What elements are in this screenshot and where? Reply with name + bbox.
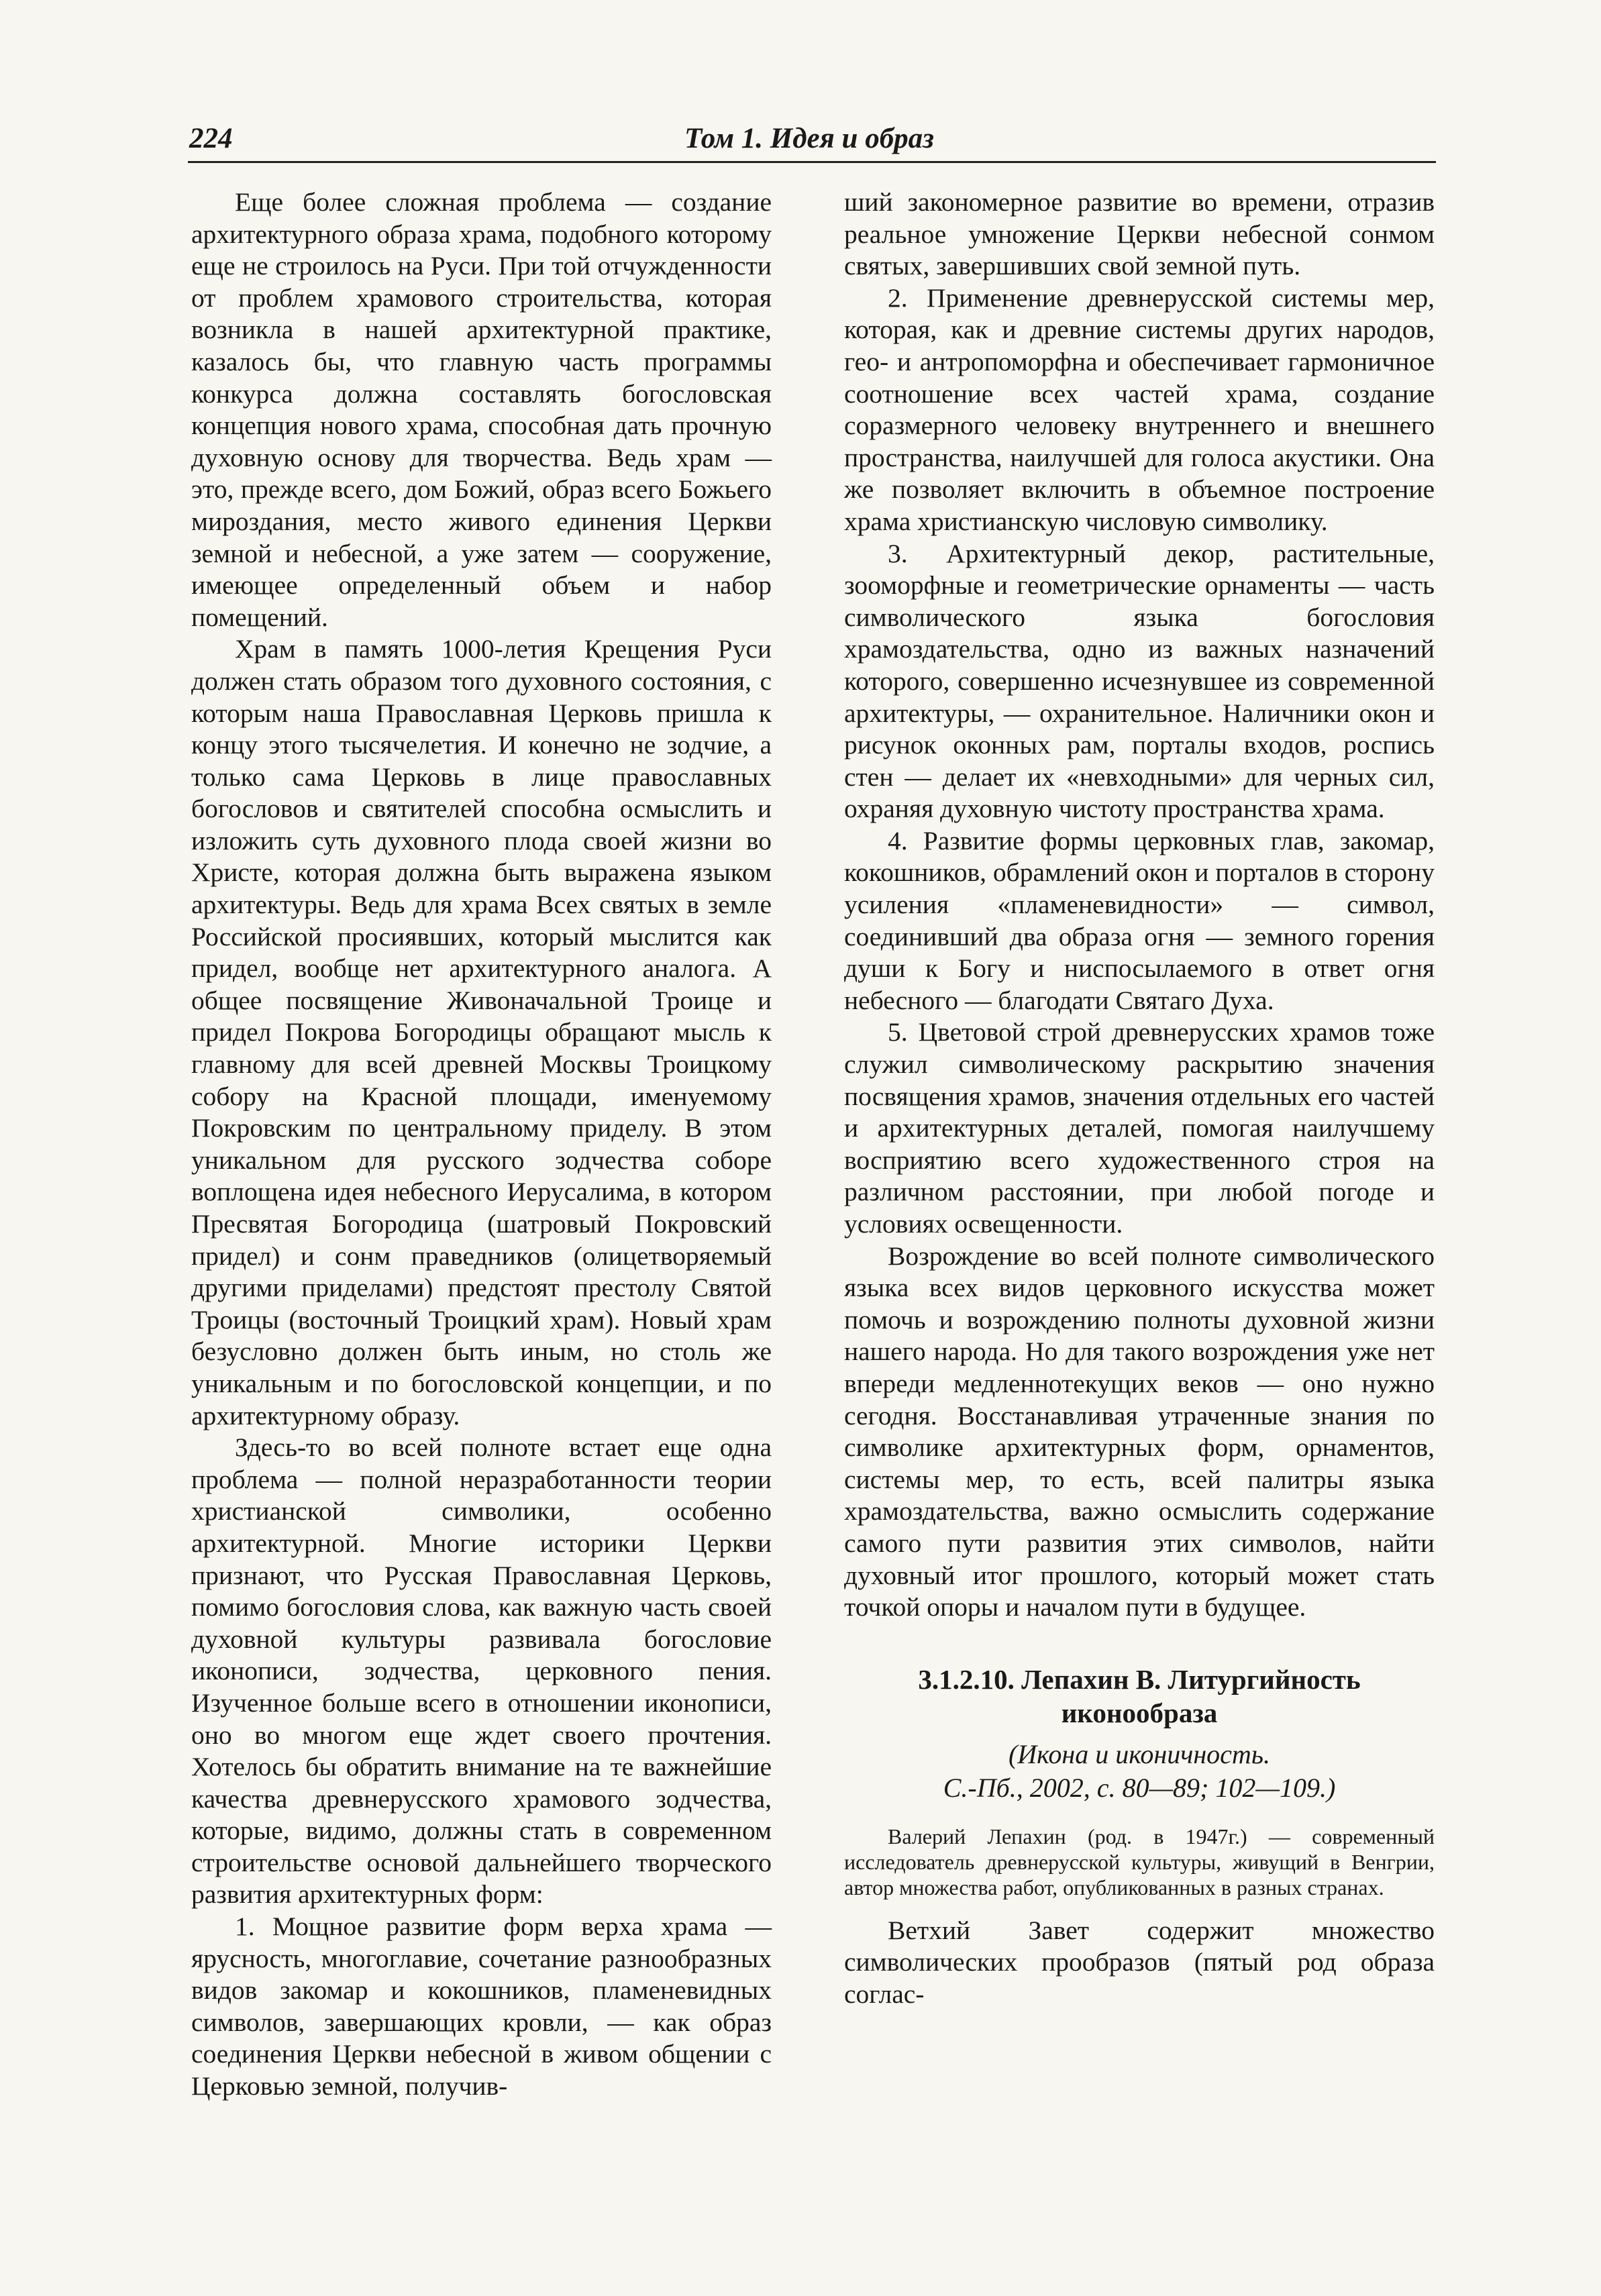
source-line: С.-Пб., 2002, с. 80—89; 102—109.) xyxy=(943,1772,1336,1803)
paragraph: 5. Цветовой строй древнерусских храмов тоже служил символическому раскрытию значения посвящения храмов, значения отдельных его частей и архитектурных деталей, помогая наилучшему восприятию всего художественного строя на различном расстоянии, при любой погоде и условиях освещенности. xyxy=(844,1017,1435,1239)
paragraph: Еще более сложная проблема — создание архитектурного образа храма, подобного которому еще не строилось на Руси. При той отчужденности от проблем храмового строительства, которая возникла в нашей архитектурной практике, казалось бы, что главную часть программы конкурса должна составлять богословская концепция нового храма, способная дать прочную духовную основу для творчества. Ведь храм — это, прежде всего, дом Божий, образ всего Божьего мироздания, место живого единения Церкви земной и небесной, а уже затем — сооружение, имеющее определенный объем и набор помещений. xyxy=(191,187,772,632)
author-bio-note: Валерий Лепахин (род. в 1947г.) — современный исследователь древнерусской культуры, живущий в Венгрии, автор множества работ, опубликованных в разных странах. xyxy=(844,1824,1435,1899)
paragraph: Здесь-то во всей полноте встает еще одна проблема — полной неразработанности теории христианской символики, особенно архитектурной. Многие историки Церкви признают, что Русская Православная Церковь, помимо богословия слова, как важную часть своей духовной культуры развивала богословие иконописи, зодчества, церковного пения. Изученное больше всего в отношении иконописи, оно во многом еще ждет своего прочтения. Хотелось бы обратить внимание на те важнейшие качества древнерусского храмового зодчества, которые, видимо, должны стать в современном строительстве основой дальнейшего творческого развития архитектурных форм: xyxy=(191,1432,772,1910)
paragraph: Храм в память 1000-летия Крещения Руси должен стать образом того духовного состояния, с которым наша Православная Церковь пришла к концу этого тысячелетия. И конечно не зодчие, а только сама Церковь в лице православных богословов и святителей способна осмыслить и изложить суть духовного плода своей жизни во Христе, которая должна быть выражена языком архитектуры. Ведь для храма Всех святых в земле Российской просиявших, который мыслится как придел, вообще нет архитектурного аналога. А общее посвящение Живоначальной Троице и придел Покрова Богородицы обращают мысль к главному для всей древней Москвы Троицкому собору на Красной площади, именуемому Покровским по центральному приделу. В этом уникальном для русского зодчества соборе воплощена идея небесного Иерусалима, в котором Пресвятая Богородица (шатровый Покровский придел) и сонм праведников (олицетворяемый другими приделами) предстоят престолу Святой Троицы (восточный Троицкий храм). Новый храм безусловно должен быть иным, но столь же уникальным и по богословской концепции, и по архитектурному образу. xyxy=(191,634,772,1430)
paragraph: 3. Архитектурный декор, растительные, зооморфные и геометрические орнаменты — часть символического языка богословия храмоздательства, одно из важных назначений которого, совершенно исчезнувшее из современной архитектуры, — охранительное. Наличники окон и рисунок оконных рам, порталы входов, роспись стен — делает их «невходными» для черных сил, охраняя духовную чистоту пространства храма. xyxy=(844,538,1435,824)
page-number: 224 xyxy=(189,123,233,154)
running-title: Том 1. Идея и образ xyxy=(684,123,934,154)
paragraph: Возрождение во всей полноте символического языка всех видов церковного искусства может помочь и возрождению полноты духовной жизни нашего народа. Но для такого возрождения уже нет впереди медленнотекущих веков — оно нужно сегодня. Восстанавливая утраченные знания по символике архитектурных форм, орнаментов, системы мер, то есть, всей палитры языка храмоздательства, важно осмыслить содержание самого пути развития этих символов, найти духовный итог прошлого, который может стать точкой опоры и началом пути в будущее. xyxy=(844,1241,1435,1622)
section-heading: 3.1.2.10. Лепахин В. Литургийность иконообраза xyxy=(918,1663,1361,1728)
paragraph: Ветхий Завет содержит множество символических прообразов (пятый род образа соглас- xyxy=(844,1915,1435,2009)
paragraph: 2. Применение древнерусской системы мер, которая, как и древние системы других народов, гео- и антропоморфна и обеспечивает гармоничное соотношение всех частей храма, создание соразмерного человеку внутреннего и внешнего пространства, наилучшей для голоса акустики. Она же позволяет включить в объемное построение храма христианскую числовую символику. xyxy=(844,282,1435,536)
section-source xyxy=(844,1738,1435,1805)
header-rule xyxy=(188,161,1436,163)
source-line: (Икона и иконичность. xyxy=(1008,1738,1271,1769)
left-column xyxy=(191,187,772,2103)
paragraph: 4. Развитие формы церковных глав, закомар, кокошников, обрамлений окон и порталов в сторону усиления «пламеневидности» — символ, соединивший два образа огня — земного горения души к Богу и ниспосылаемого в ответ огня небесного — благодати Святаго Духа. xyxy=(844,825,1435,1015)
paragraph: 1. Мощное развитие форм верха храма — ярусность, многоглавие, сочетание разнообразных видов закомар и кокошников, пламеневидных символов, завершающих кровли, — как образ соединения Церкви небесной в живом общении с Церковью земной, получив- xyxy=(191,1912,772,2101)
paragraph-continuation: ший закономерное развитие во времени, отразив реальное умножение Церкви небесной сонмом святых, завершивших свой земной путь. xyxy=(844,187,1435,281)
right-column xyxy=(844,187,1435,2011)
